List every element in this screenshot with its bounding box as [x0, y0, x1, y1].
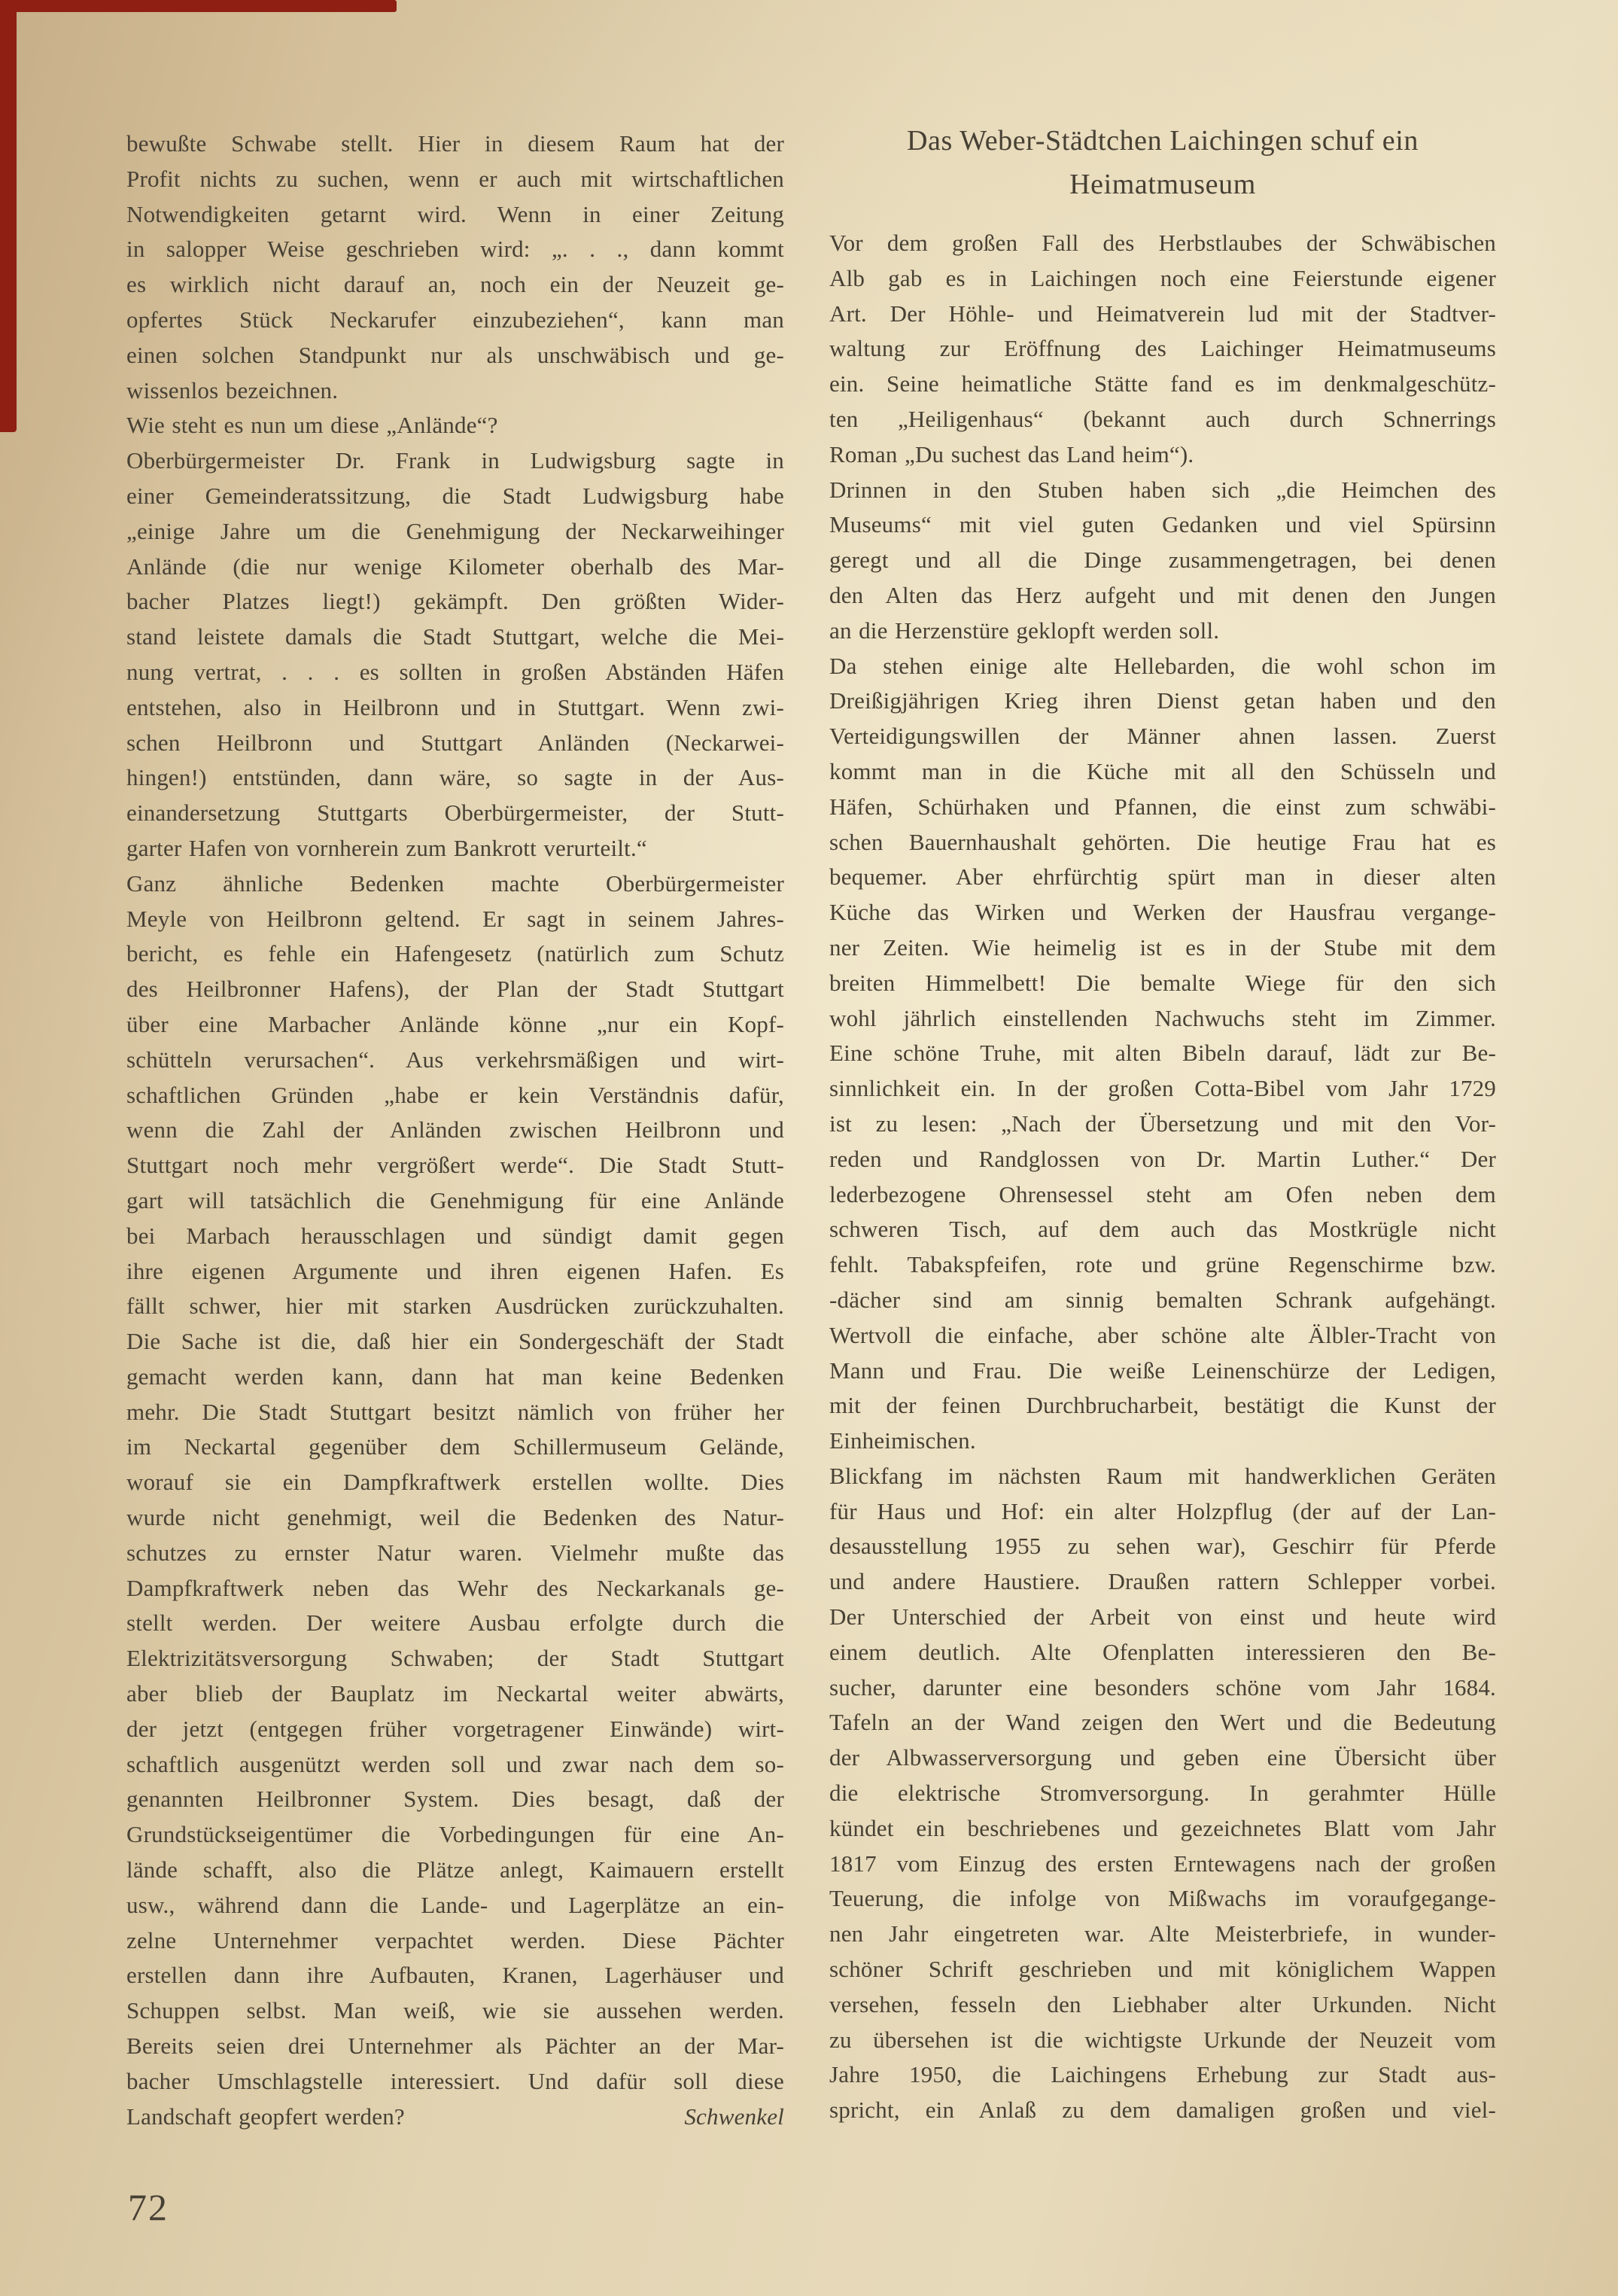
text-line: aber blieb der Bauplatz im Neckartal weiter abwärts, — [126, 1680, 784, 1707]
text-line: schweren Tisch, auf dem auch das Mostkrügle nicht — [829, 1216, 1496, 1243]
text-line: Museums“ mit viel guten Gedanken und viel Spürsinn — [829, 511, 1496, 538]
text-line: erstellen dann ihre Aufbauten, Kranen, Lagerhäuser und — [126, 1962, 784, 1989]
text-line: über eine Marbacher Anlände könne „nur ein Kopf- — [126, 1010, 784, 1037]
text-line: Elektrizitätsversorgung Schwaben; der Stadt Stuttgart — [126, 1645, 784, 1672]
paragraph — [126, 866, 784, 2135]
text-line: Küche das Wirken und Werken der Hausfrau vergange- — [829, 899, 1496, 926]
text-line: lände schafft, also die Plätze anlegt, Kaimauern erstellt — [126, 1856, 784, 1883]
text-line: Wie steht es nun um diese „Anlände“? — [126, 412, 498, 439]
text-line: Alb gab es in Laichingen noch eine Feierstunde eigener — [829, 264, 1496, 291]
text-line: Wertvoll die einfache, aber schöne alte Älbler-Tracht von — [829, 1321, 1496, 1348]
closing-question: Landschaft geopfert werden? — [126, 2103, 405, 2130]
page-number: 72 — [128, 2186, 169, 2228]
right-column-body — [829, 226, 1496, 2128]
text-line: ner Zeiten. Wie heimelig ist es in der Stube mit dem — [829, 933, 1496, 961]
text-line: schöner Schrift geschrieben und mit königlichem Wappen — [829, 1956, 1496, 1983]
text-line: wenn die Zahl der Anländen zwischen Heilbronn und — [126, 1116, 784, 1143]
text-line: zu übersehen ist die wichtigste Urkunde der Neuzeit vom — [829, 2026, 1496, 2053]
text-line: schen Heilbronn und Stuttgart Anländen (Neckarwei- — [126, 729, 784, 756]
paragraph — [126, 126, 784, 408]
text-line: wurde nicht genehmigt, weil die Bedenken des Natur- — [126, 1504, 784, 1531]
text-line: schaftlichen Gründen „habe er kein Verständnis dafür, — [126, 1081, 784, 1108]
text-line: Notwendigkeiten getarnt wird. Wenn in einer Zeitung — [126, 200, 784, 227]
text-line: hingen!) entstünden, dann wäre, so sagte in der Aus- — [126, 764, 784, 791]
text-line: Grundstückseigentümer die Vorbedingungen für eine An- — [126, 1821, 784, 1848]
text-line: mehr. Die Stadt Stuttgart besitzt nämlich von früher her — [126, 1398, 784, 1425]
text-line: gemacht werden kann, dann hat man keine Bedenken — [126, 1363, 784, 1390]
text-line: zelne Unternehmer verpachtet werden. Diese Pächter — [126, 1926, 784, 1953]
text-line: der Albwasserversorgung und geben eine Übersicht über — [829, 1744, 1496, 1771]
text-line: einen solchen Standpunkt nur als unschwäbisch und ge- — [126, 341, 784, 368]
text-line: einem deutlich. Alte Ofenplatten interessieren den Be- — [829, 1638, 1496, 1665]
text-line: im Neckartal gegenüber dem Schillermuseum Gelände, — [126, 1433, 784, 1460]
text-line: gart will tatsächlich die Genehmigung für eine Anlände — [126, 1186, 784, 1213]
text-line: Vor dem großen Fall des Herbstlaubes der Schwäbischen — [829, 230, 1496, 256]
author-signature: Schwenkel — [684, 2103, 784, 2130]
paragraph — [829, 649, 1496, 1459]
text-line: Bereits seien drei Unternehmer als Pächter an der Mar- — [126, 2033, 784, 2060]
text-line: Verteidigungswillen der Männer ahnen lassen. Zuerst — [829, 723, 1496, 750]
text-line: 1817 vom Einzug des ersten Erntewagens nach der großen — [829, 1850, 1496, 1877]
text-line: fällt schwer, hier mit starken Ausdrücken zurückzuhalten. — [126, 1293, 784, 1320]
text-line: versehen, fesseln den Liebhaber alter Urkunden. Nicht — [829, 1990, 1496, 2017]
text-line: schütteln verursachen“. Aus verkehrsmäßigen und wirt- — [126, 1046, 784, 1073]
text-line: Eine schöne Truhe, mit alten Bibeln darauf, lädt zur Be- — [829, 1040, 1496, 1067]
text-line: opfertes Stück Neckarufer einzubeziehen“, kann man — [126, 306, 784, 333]
text-line: der jetzt (entgegen früher vorgetragener Einwände) wirt- — [126, 1715, 784, 1742]
text-line: stellt werden. Der weitere Ausbau erfolgte durch die — [126, 1609, 784, 1637]
text-line: mit der feinen Durchbrucharbeit, bestätigt die Kunst der — [829, 1392, 1496, 1419]
text-line: entstehen, also in Heilbronn und in Stuttgart. Wenn zwi- — [126, 693, 784, 720]
text-line: sinnlichkeit ein. In der großen Cotta-Bibel vom Jahr 1729 — [829, 1075, 1496, 1102]
text-line: Mann und Frau. Die weiße Leinenschürze der Ledigen, — [829, 1357, 1496, 1384]
text-line: breiten Himmelbett! Die bemalte Wiege für den sich — [829, 969, 1496, 996]
text-line: Oberbürgermeister Dr. Frank in Ludwigsburg sagte in — [126, 447, 784, 474]
article-title-line-2: Heimatmuseum — [1069, 169, 1256, 200]
text-line: usw., während dann die Lande- und Lagerplätze an ein- — [126, 1891, 784, 1918]
paragraph — [126, 443, 784, 866]
text-line: Dreißigjährigen Krieg ihren Dienst getan haben und den — [829, 687, 1496, 714]
text-line: ihre eigenen Argumente und ihren eigenen Hafen. Es — [126, 1257, 784, 1284]
text-line: wohl jährlich einstellenden Nachwuchs steht im Zimmer. — [829, 1004, 1496, 1031]
text-line: Art. Der Höhle- und Heimatverein lud mit der Stadtver- — [829, 300, 1496, 327]
text-line: einer Gemeinderatssitzung, die Stadt Ludwigsburg habe — [126, 482, 784, 509]
text-line: reden und Randglossen von Dr. Martin Luther.“ Der — [829, 1145, 1496, 1172]
text-line: Meyle von Heilbronn geltend. Er sagt in seinem Jahres- — [126, 905, 784, 932]
right-text-column — [829, 113, 1496, 2128]
text-line: stand leistete damals die Stadt Stuttgart, welche die Mei- — [126, 623, 784, 650]
text-line: ist zu lesen: „Nach der Übersetzung und mit den Vor- — [829, 1110, 1496, 1137]
closing-line — [126, 2100, 784, 2135]
text-line: schaftlich ausgenützt werden soll und zwar nach dem so- — [126, 1750, 784, 1777]
text-line: es wirklich nicht darauf an, noch ein der Neuzeit ge- — [126, 271, 784, 298]
text-line: bei Marbach herausschlagen und sündigt damit gegen — [126, 1222, 784, 1249]
text-line: Schuppen selbst. Man weiß, wie sie aussehen werden. — [126, 1997, 784, 2024]
text-line: in salopper Weise geschrieben wird: „. . ., dann kommt — [126, 236, 784, 263]
text-line: an die Herzenstüre geklopft werden soll. — [829, 617, 1220, 644]
text-line: Anlände (die nur wenige Kilometer oberhalb des Mar- — [126, 553, 784, 580]
text-line: bewußte Schwabe stellt. Hier in diesem Raum hat der — [126, 130, 784, 157]
text-line: die elektrische Stromversorgung. In gerahmter Hülle — [829, 1780, 1496, 1807]
text-line: Teuerung, die infolge von Mißwachs im voraufgegange- — [829, 1885, 1496, 1912]
text-line: sucher, darunter eine besonders schöne vom Jahr 1684. — [829, 1673, 1496, 1701]
text-line: Blickfang im nächsten Raum mit handwerklichen Geräten — [829, 1462, 1496, 1489]
text-line: nung vertrat, . . . es sollten in großen Abständen Häfen — [126, 658, 784, 685]
text-line: desausstellung 1955 zu sehen war), Geschirr für Pferde — [829, 1533, 1496, 1560]
text-line: bequemer. Aber ehrfürchtig spürt man in dieser alten — [829, 863, 1496, 891]
text-line: Drinnen in den Stuben haben sich „die Heimchen des — [829, 476, 1496, 503]
text-line: bericht, es fehle ein Hafengesetz (natürlich zum Schutz — [126, 940, 784, 967]
text-line: schen Bauernhaushalt gehörten. Die heutige Frau hat es — [829, 828, 1496, 855]
text-line: Einheimischen. — [829, 1427, 976, 1454]
text-line: kommt man in die Küche mit all den Schüsseln und — [829, 757, 1496, 784]
text-line: Dampfkraftwerk neben das Wehr des Neckarkanals ge- — [126, 1574, 784, 1601]
text-line: bacher Umschlagstelle interessiert. Und dafür soll diese — [126, 2067, 784, 2094]
text-line: worauf sie ein Dampfkraftwerk erstellen wollte. Dies — [126, 1469, 784, 1496]
text-line: nen Jahr eingetreten war. Alte Meisterbriefe, in wunder- — [829, 1920, 1496, 1947]
paragraph — [829, 226, 1496, 473]
text-line: ten „Heiligenhaus“ (bekannt auch durch Schnerrings — [829, 405, 1496, 432]
text-line: kündet ein beschriebenes und gezeichnetes Blatt vom Jahr — [829, 1814, 1496, 1841]
book-cover-edge-left — [0, 0, 17, 432]
article-title-line-1: Das Weber-Städtchen Laichingen schuf ein — [906, 125, 1419, 157]
text-line: für Haus und Hof: ein alter Holzpflug (der auf der Lan- — [829, 1497, 1496, 1524]
article-title — [829, 119, 1496, 206]
text-line: Der Unterschied der Arbeit von einst und heute wird — [829, 1603, 1496, 1631]
text-line: Tafeln an der Wand zeigen den Wert und die Bedeutung — [829, 1709, 1496, 1736]
text-line: geregt und all die Dinge zusammengetragen, bei denen — [829, 547, 1496, 574]
text-line: spricht, ein Anlaß zu dem damaligen großen und viel- — [829, 2097, 1496, 2124]
book-cover-edge-top — [0, 0, 397, 12]
text-line: Stuttgart noch mehr vergrößert werde“. Die Stadt Stutt- — [126, 1152, 784, 1179]
text-line: ein. Seine heimatliche Stätte fand es im denkmalgeschütz- — [829, 370, 1496, 397]
paragraph — [829, 473, 1496, 649]
text-line: „einige Jahre um die Genehmigung der Neckarweihinger — [126, 517, 784, 544]
text-line: Da stehen einige alte Hellebarden, die wohl schon im — [829, 652, 1496, 679]
text-line: lederbezogene Ohrensessel steht am Ofen neben dem — [829, 1180, 1496, 1207]
text-line: einandersetzung Stuttgarts Oberbürgermeister, der Stutt- — [126, 799, 784, 827]
text-line: -dächer sind am sinnig bemalten Schrank aufgehängt. — [829, 1286, 1496, 1313]
text-line: Jahre 1950, die Laichingens Erhebung zur Stadt aus- — [829, 2061, 1496, 2088]
text-line: den Alten das Herz aufgeht und mit denen den Jungen — [829, 581, 1496, 608]
text-line: bacher Platzes liegt!) gekämpft. Den größten Wider- — [126, 588, 784, 615]
text-line: Die Sache ist die, daß hier ein Sondergeschäft der Stadt — [126, 1328, 784, 1355]
text-line: des Heilbronner Hafens), der Plan der Stadt Stuttgart — [126, 976, 784, 1003]
text-line: waltung zur Eröffnung des Laichinger Heimatmuseums — [829, 335, 1496, 362]
text-line: Roman „Du suchest das Land heim“). — [829, 440, 1194, 467]
left-text-column — [126, 113, 784, 2134]
text-line: genannten Heilbronner System. Dies besagt, daß der — [126, 1786, 784, 1813]
text-line: Ganz ähnliche Bedenken machte Oberbürgermeister — [126, 869, 784, 897]
text-line: wissenlos bezeichnen. — [126, 376, 339, 403]
text-line: Häfen, Schürhaken und Pfannen, die einst zum schwäbi- — [829, 793, 1496, 820]
text-line: Profit nichts zu suchen, wenn er auch mit wirtschaftlichen — [126, 165, 784, 192]
text-line: schutzes zu ernster Natur waren. Vielmehr mußte das — [126, 1539, 784, 1566]
text-line: garter Hafen von vornherein zum Bankrott verurteilt.“ — [126, 834, 647, 861]
text-line: fehlt. Tabakspfeifen, rote und grüne Regenschirme bzw. — [829, 1251, 1496, 1278]
text-line: und andere Haustiere. Draußen rattern Schlepper vorbei. — [829, 1568, 1496, 1595]
paragraph — [126, 408, 784, 443]
paragraph — [829, 1459, 1496, 2128]
